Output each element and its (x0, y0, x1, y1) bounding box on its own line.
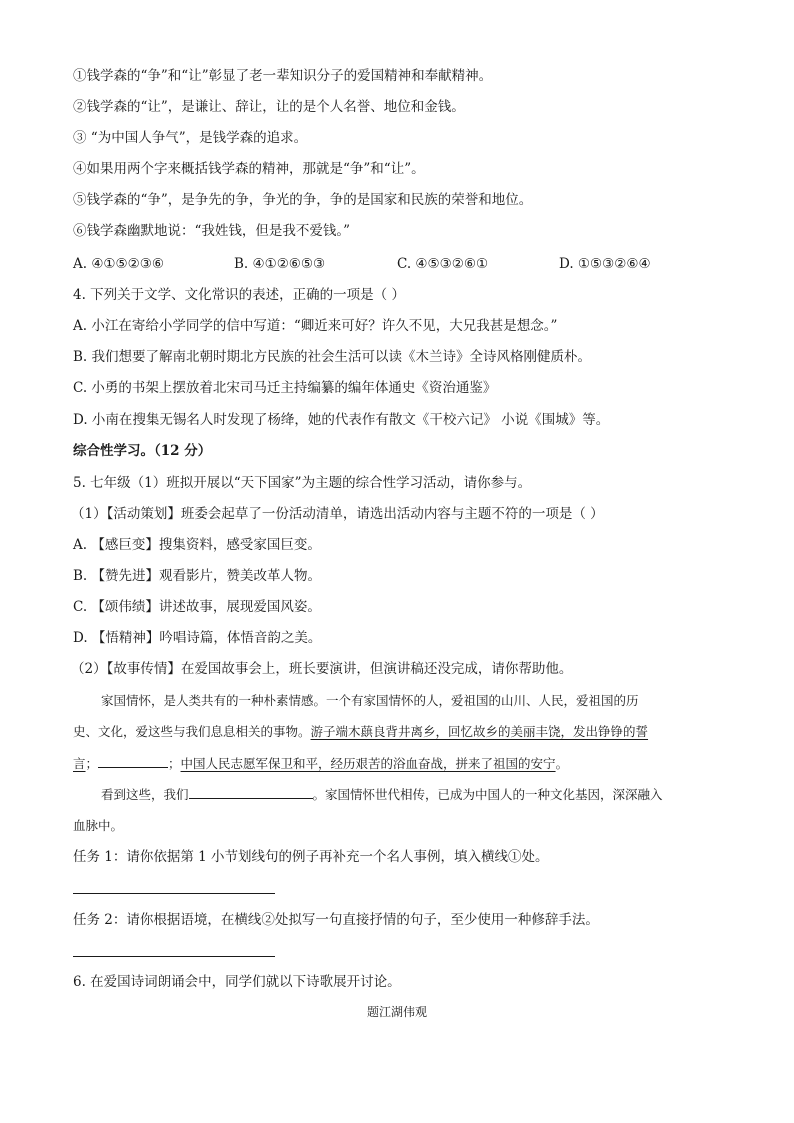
passage-line-4-b: 。家国情怀世代相传，已成为中国人的一种文化基因，深深融入 (312, 787, 663, 802)
q3-sentence-6: ⑥钱学森幽默地说：“我姓钱，但是我不爱钱。” (73, 223, 351, 239)
poem-title: 题江湖伟观 (366, 1005, 427, 1019)
q3-sentence-1: ①钱学森的“争”和“让”彰显了老一辈知识分子的爱国精神和奉献精神。 (73, 68, 493, 84)
underlined-example-1-end: 言 (73, 756, 86, 771)
task-1: 任务 1：请你依据第 1 小节划线句的例子再补充一个名人事例，填入横线①处。 (73, 849, 549, 865)
q3-option-d: D. ①⑤③②⑥④ (559, 256, 651, 272)
passage-line-3 (73, 755, 568, 773)
blank-1[interactable] (98, 755, 168, 768)
q5-option-b: B. 【赞先进】观看影片，赞美改革人物。 (73, 568, 322, 584)
q3-option-a: A. ④①⑤②③⑥ (73, 256, 164, 272)
q3-sentence-2: ②钱学森的“让”，是谦让、辞让，让的是个人名誉、地位和金钱。 (73, 99, 465, 115)
q5-option-a: A. 【感巨变】搜集资料，感受家国巨变。 (73, 537, 321, 553)
q5-option-d: D. 【悟精神】吟唱诗篇，体悟音韵之美。 (73, 630, 322, 646)
q3-sentence-3: ③ “为中国人争气”，是钱学森的追求。 (73, 130, 308, 146)
q4-option-b: B. 我们想要了解南北朝时期北方民族的社会生活可以读《木兰诗》全诗风格刚健质朴。 (73, 349, 592, 365)
period: 。 (555, 756, 569, 771)
q5-part2-stem: （2）【故事传情】在爱国故事会上，班长要演讲，但演讲稿还没完成，请你帮助他。 (71, 661, 573, 677)
passage-line-2-text: 史、文化，爱这些与我们息息相关的事物。 (73, 724, 311, 739)
q5-stem: 5. 七年级（1）班拟开展以“天下国家”为主题的综合性学习活动，请你参与。 (73, 475, 532, 491)
underlined-example-1: 游子端木蕻良背井离乡，回忆故乡的美丽丰饶，发出铮铮的誓 (310, 724, 649, 739)
q3-option-c: C. ④⑤③②⑥① (397, 256, 489, 272)
passage-line-5: 血脉中。 (73, 818, 124, 833)
q5-option-c: C. 【颂伟绩】讲述故事，展现爱国风姿。 (73, 599, 321, 615)
q3-option-b: B. ④①②⑥⑤③ (234, 256, 326, 272)
passage-line-2 (73, 723, 648, 741)
q4-option-d: D. 小南在搜集无锡名人时发现了杨绛，她的代表作有散文《干校六记》 小说《围城》等。 (73, 412, 610, 428)
passage-line-1: 家国情怀，是人类共有的一种朴素情感。一个有家国情怀的人，爱祖国的山川、人民，爱祖国的历 (101, 693, 639, 708)
semicolon-2: ； (168, 756, 181, 771)
q5-part1-stem: （1）【活动策划】班委会起草了一份活动清单，请选出活动内容与主题不符的一项是（ ） (71, 506, 604, 522)
blank-2[interactable] (189, 786, 313, 799)
passage-line-4 (101, 786, 663, 804)
section-title: 综合性学习。（12 分） (73, 443, 212, 459)
task-1-answer-line[interactable] (73, 893, 275, 894)
q3-sentence-4: ④如果用两个字来概括钱学森的精神，那就是“争”和“让”。 (73, 161, 425, 177)
semicolon-1: ； (85, 756, 99, 771)
q4-stem: 4. 下列关于文学、文化常识的表述，正确的一项是（ ） (73, 287, 405, 303)
q4-option-a: A. 小江在寄给小学同学的信中写道：“卿近来可好？许久不见，大兄我甚是想念。” (73, 318, 558, 334)
task-2: 任务 2：请你根据语境，在横线②处拟写一句直接抒情的句子，至少使用一种修辞手法。 (73, 912, 599, 928)
q4-option-c: C. 小勇的书架上摆放着北宋司马迁主持编纂的编年体通史《资治通鉴》 (73, 380, 497, 396)
passage-line-4-a: 看到这些，我们 (101, 787, 189, 802)
q3-sentence-5: ⑤钱学森的“争”，是争先的争，争光的争，争的是国家和民族的荣誉和地位。 (73, 192, 533, 208)
task-2-answer-line[interactable] (73, 956, 275, 957)
q6-stem: 6. 在爱国诗词朗诵会中，同学们就以下诗歌展开讨论。 (73, 974, 401, 990)
underlined-example-2: 中国人民志愿军保卫和平，经历艰苦的浴血奋战，拼来了祖国的安宁 (180, 756, 556, 771)
